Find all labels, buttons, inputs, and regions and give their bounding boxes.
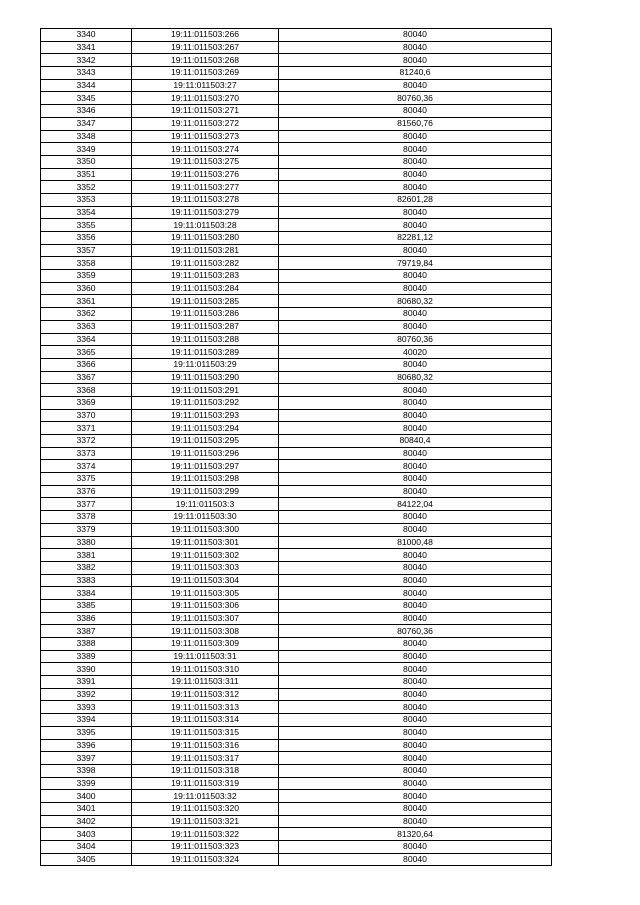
cadastral-number-cell: 19:11:011503:277 [132, 181, 279, 194]
value-cell: 80040 [279, 219, 552, 232]
value-cell: 81560,76 [279, 117, 552, 130]
table-row [41, 130, 552, 143]
value-cell: 40020 [279, 346, 552, 359]
row-number-cell: 3370 [41, 409, 132, 422]
table-body [41, 29, 552, 866]
row-number-cell: 3400 [41, 790, 132, 803]
cadastral-number-cell: 19:11:011503:320 [132, 802, 279, 815]
cadastral-number-cell: 19:11:011503:324 [132, 853, 279, 866]
row-number-cell: 3357 [41, 244, 132, 257]
row-number-cell: 3395 [41, 726, 132, 739]
table-row [41, 396, 552, 409]
value-cell: 80040 [279, 105, 552, 118]
table-row [41, 777, 552, 790]
table-row [41, 358, 552, 371]
row-number-cell: 3403 [41, 828, 132, 841]
value-cell: 80040 [279, 802, 552, 815]
cadastral-number-cell: 19:11:011503:267 [132, 41, 279, 54]
value-cell: 80040 [279, 739, 552, 752]
cadastral-number-cell: 19:11:011503:30 [132, 511, 279, 524]
table-row [41, 841, 552, 854]
value-cell: 80040 [279, 676, 552, 689]
table-row [41, 561, 552, 574]
cadastral-number-cell: 19:11:011503:27 [132, 79, 279, 92]
table-row [41, 333, 552, 346]
value-cell: 81320,64 [279, 828, 552, 841]
value-cell: 80040 [279, 155, 552, 168]
row-number-cell: 3402 [41, 815, 132, 828]
row-number-cell: 3373 [41, 447, 132, 460]
table-row [41, 498, 552, 511]
value-cell: 80040 [279, 511, 552, 524]
value-cell: 80040 [279, 168, 552, 181]
cadastral-number-cell: 19:11:011503:268 [132, 54, 279, 67]
cadastral-number-cell: 19:11:011503:32 [132, 790, 279, 803]
table-row [41, 41, 552, 54]
row-number-cell: 3347 [41, 117, 132, 130]
table-row [41, 676, 552, 689]
table-row [41, 828, 552, 841]
row-number-cell: 3350 [41, 155, 132, 168]
row-number-cell: 3401 [41, 802, 132, 815]
cadastral-number-cell: 19:11:011503:314 [132, 714, 279, 727]
table-row [41, 232, 552, 245]
cadastral-number-cell: 19:11:011503:287 [132, 320, 279, 333]
cadastral-number-cell: 19:11:011503:3 [132, 498, 279, 511]
cadastral-number-cell: 19:11:011503:323 [132, 841, 279, 854]
table-row [41, 739, 552, 752]
table-row [41, 193, 552, 206]
table-row [41, 244, 552, 257]
row-number-cell: 3348 [41, 130, 132, 143]
table-row [41, 409, 552, 422]
cadastral-number-cell: 19:11:011503:296 [132, 447, 279, 460]
cadastral-number-cell: 19:11:011503:279 [132, 206, 279, 219]
value-cell: 80040 [279, 663, 552, 676]
cadastral-number-cell: 19:11:011503:28 [132, 219, 279, 232]
row-number-cell: 3349 [41, 143, 132, 156]
row-number-cell: 3394 [41, 714, 132, 727]
row-number-cell: 3346 [41, 105, 132, 118]
row-number-cell: 3405 [41, 853, 132, 866]
table-row [41, 168, 552, 181]
value-cell: 80040 [279, 574, 552, 587]
value-cell: 80040 [279, 181, 552, 194]
table-row [41, 79, 552, 92]
cadastral-number-cell: 19:11:011503:292 [132, 396, 279, 409]
value-cell: 80040 [279, 143, 552, 156]
table-row [41, 549, 552, 562]
cadastral-number-cell: 19:11:011503:286 [132, 308, 279, 321]
value-cell: 80040 [279, 701, 552, 714]
row-number-cell: 3359 [41, 270, 132, 283]
value-cell: 80040 [279, 790, 552, 803]
value-cell: 80040 [279, 473, 552, 486]
table-row [41, 790, 552, 803]
cadastral-number-cell: 19:11:011503:290 [132, 371, 279, 384]
value-cell: 80040 [279, 688, 552, 701]
table-row [41, 650, 552, 663]
row-number-cell: 3392 [41, 688, 132, 701]
row-number-cell: 3399 [41, 777, 132, 790]
value-cell: 80040 [279, 244, 552, 257]
value-cell: 80040 [279, 841, 552, 854]
row-number-cell: 3371 [41, 422, 132, 435]
row-number-cell: 3391 [41, 676, 132, 689]
row-number-cell: 3389 [41, 650, 132, 663]
row-number-cell: 3364 [41, 333, 132, 346]
value-cell: 82281,12 [279, 232, 552, 245]
table-row [41, 587, 552, 600]
cadastral-number-cell: 19:11:011503:318 [132, 764, 279, 777]
table-row [41, 802, 552, 815]
table-row [41, 320, 552, 333]
cadastral-number-cell: 19:11:011503:295 [132, 435, 279, 448]
row-number-cell: 3343 [41, 67, 132, 80]
value-cell: 81000,48 [279, 536, 552, 549]
table-row [41, 384, 552, 397]
table-row [41, 29, 552, 42]
value-cell: 80040 [279, 206, 552, 219]
cadastral-number-cell: 19:11:011503:297 [132, 460, 279, 473]
cadastral-value-table [40, 28, 552, 866]
cadastral-number-cell: 19:11:011503:319 [132, 777, 279, 790]
cadastral-number-cell: 19:11:011503:311 [132, 676, 279, 689]
cadastral-number-cell: 19:11:011503:300 [132, 523, 279, 536]
table-row [41, 612, 552, 625]
value-cell: 80040 [279, 561, 552, 574]
row-number-cell: 3361 [41, 295, 132, 308]
value-cell: 80040 [279, 485, 552, 498]
table-row [41, 447, 552, 460]
value-cell: 80040 [279, 523, 552, 536]
table-row [41, 536, 552, 549]
table-row [41, 206, 552, 219]
cadastral-number-cell: 19:11:011503:310 [132, 663, 279, 676]
value-cell: 80760,36 [279, 333, 552, 346]
row-number-cell: 3382 [41, 561, 132, 574]
row-number-cell: 3362 [41, 308, 132, 321]
row-number-cell: 3404 [41, 841, 132, 854]
cadastral-number-cell: 19:11:011503:303 [132, 561, 279, 574]
cadastral-number-cell: 19:11:011503:307 [132, 612, 279, 625]
value-cell: 79719,84 [279, 257, 552, 270]
row-number-cell: 3369 [41, 396, 132, 409]
cadastral-number-cell: 19:11:011503:312 [132, 688, 279, 701]
value-cell: 81240,6 [279, 67, 552, 80]
table-row [41, 574, 552, 587]
table-row [41, 523, 552, 536]
cadastral-number-cell: 19:11:011503:284 [132, 282, 279, 295]
value-cell: 80040 [279, 308, 552, 321]
row-number-cell: 3363 [41, 320, 132, 333]
cadastral-number-cell: 19:11:011503:285 [132, 295, 279, 308]
table-row [41, 308, 552, 321]
cadastral-number-cell: 19:11:011503:306 [132, 599, 279, 612]
table-row [41, 688, 552, 701]
table-row [41, 764, 552, 777]
value-cell: 80040 [279, 752, 552, 765]
value-cell: 80040 [279, 130, 552, 143]
cadastral-number-cell: 19:11:011503:294 [132, 422, 279, 435]
row-number-cell: 3383 [41, 574, 132, 587]
table-row [41, 599, 552, 612]
table-row [41, 92, 552, 105]
row-number-cell: 3387 [41, 625, 132, 638]
row-number-cell: 3358 [41, 257, 132, 270]
value-cell: 80040 [279, 587, 552, 600]
row-number-cell: 3379 [41, 523, 132, 536]
value-cell: 80040 [279, 638, 552, 651]
row-number-cell: 3367 [41, 371, 132, 384]
value-cell: 80040 [279, 41, 552, 54]
table-row [41, 625, 552, 638]
cadastral-number-cell: 19:11:011503:299 [132, 485, 279, 498]
table-row [41, 815, 552, 828]
table-row [41, 663, 552, 676]
row-number-cell: 3365 [41, 346, 132, 359]
cadastral-number-cell: 19:11:011503:309 [132, 638, 279, 651]
value-cell: 80040 [279, 853, 552, 866]
value-cell: 80040 [279, 612, 552, 625]
cadastral-number-cell: 19:11:011503:298 [132, 473, 279, 486]
value-cell: 80760,36 [279, 625, 552, 638]
cadastral-number-cell: 19:11:011503:302 [132, 549, 279, 562]
row-number-cell: 3384 [41, 587, 132, 600]
value-cell: 80680,32 [279, 371, 552, 384]
row-number-cell: 3360 [41, 282, 132, 295]
value-cell: 80040 [279, 54, 552, 67]
row-number-cell: 3378 [41, 511, 132, 524]
cadastral-number-cell: 19:11:011503:276 [132, 168, 279, 181]
cadastral-number-cell: 19:11:011503:281 [132, 244, 279, 257]
row-number-cell: 3352 [41, 181, 132, 194]
table-row [41, 181, 552, 194]
table-row [41, 638, 552, 651]
row-number-cell: 3374 [41, 460, 132, 473]
cadastral-number-cell: 19:11:011503:304 [132, 574, 279, 587]
table-row [41, 435, 552, 448]
cadastral-number-cell: 19:11:011503:313 [132, 701, 279, 714]
row-number-cell: 3390 [41, 663, 132, 676]
row-number-cell: 3397 [41, 752, 132, 765]
table-row [41, 371, 552, 384]
value-cell: 84122,04 [279, 498, 552, 511]
row-number-cell: 3375 [41, 473, 132, 486]
value-cell: 80040 [279, 549, 552, 562]
value-cell: 80040 [279, 714, 552, 727]
value-cell: 80040 [279, 384, 552, 397]
table-row [41, 701, 552, 714]
cadastral-number-cell: 19:11:011503:273 [132, 130, 279, 143]
cadastral-number-cell: 19:11:011503:269 [132, 67, 279, 80]
cadastral-number-cell: 19:11:011503:293 [132, 409, 279, 422]
table-row [41, 105, 552, 118]
cadastral-number-cell: 19:11:011503:275 [132, 155, 279, 168]
value-cell: 80040 [279, 447, 552, 460]
value-cell: 80040 [279, 396, 552, 409]
value-cell: 80040 [279, 270, 552, 283]
cadastral-number-cell: 19:11:011503:29 [132, 358, 279, 371]
table-row [41, 282, 552, 295]
row-number-cell: 3386 [41, 612, 132, 625]
cadastral-number-cell: 19:11:011503:321 [132, 815, 279, 828]
table-row [41, 460, 552, 473]
cadastral-number-cell: 19:11:011503:305 [132, 587, 279, 600]
table-row [41, 422, 552, 435]
row-number-cell: 3377 [41, 498, 132, 511]
value-cell: 80040 [279, 29, 552, 42]
value-cell: 80040 [279, 422, 552, 435]
row-number-cell: 3398 [41, 764, 132, 777]
row-number-cell: 3393 [41, 701, 132, 714]
cadastral-number-cell: 19:11:011503:271 [132, 105, 279, 118]
value-cell: 80040 [279, 726, 552, 739]
value-cell: 80840,4 [279, 435, 552, 448]
table-row [41, 143, 552, 156]
value-cell: 80040 [279, 282, 552, 295]
row-number-cell: 3342 [41, 54, 132, 67]
row-number-cell: 3388 [41, 638, 132, 651]
table-row [41, 219, 552, 232]
cadastral-number-cell: 19:11:011503:301 [132, 536, 279, 549]
cadastral-number-cell: 19:11:011503:317 [132, 752, 279, 765]
table-row [41, 473, 552, 486]
cadastral-number-cell: 19:11:011503:270 [132, 92, 279, 105]
cadastral-number-cell: 19:11:011503:274 [132, 143, 279, 156]
value-cell: 80040 [279, 599, 552, 612]
cadastral-number-cell: 19:11:011503:266 [132, 29, 279, 42]
value-cell: 80680,32 [279, 295, 552, 308]
table-row [41, 714, 552, 727]
table-row [41, 511, 552, 524]
cadastral-number-cell: 19:11:011503:288 [132, 333, 279, 346]
row-number-cell: 3354 [41, 206, 132, 219]
table-row [41, 853, 552, 866]
row-number-cell: 3345 [41, 92, 132, 105]
cadastral-number-cell: 19:11:011503:291 [132, 384, 279, 397]
row-number-cell: 3353 [41, 193, 132, 206]
row-number-cell: 3396 [41, 739, 132, 752]
table-row [41, 726, 552, 739]
cadastral-number-cell: 19:11:011503:289 [132, 346, 279, 359]
row-number-cell: 3340 [41, 29, 132, 42]
cadastral-number-cell: 19:11:011503:31 [132, 650, 279, 663]
value-cell: 82601,28 [279, 193, 552, 206]
row-number-cell: 3344 [41, 79, 132, 92]
row-number-cell: 3368 [41, 384, 132, 397]
table-row [41, 295, 552, 308]
row-number-cell: 3385 [41, 599, 132, 612]
value-cell: 80760,36 [279, 92, 552, 105]
cadastral-number-cell: 19:11:011503:316 [132, 739, 279, 752]
row-number-cell: 3380 [41, 536, 132, 549]
value-cell: 80040 [279, 79, 552, 92]
table-row [41, 257, 552, 270]
row-number-cell: 3366 [41, 358, 132, 371]
table-row [41, 67, 552, 80]
cadastral-number-cell: 19:11:011503:308 [132, 625, 279, 638]
cadastral-number-cell: 19:11:011503:272 [132, 117, 279, 130]
cadastral-number-cell: 19:11:011503:315 [132, 726, 279, 739]
table-row [41, 155, 552, 168]
value-cell: 80040 [279, 777, 552, 790]
row-number-cell: 3356 [41, 232, 132, 245]
cadastral-number-cell: 19:11:011503:278 [132, 193, 279, 206]
row-number-cell: 3381 [41, 549, 132, 562]
value-cell: 80040 [279, 409, 552, 422]
value-cell: 80040 [279, 460, 552, 473]
table-row [41, 117, 552, 130]
table-row [41, 54, 552, 67]
table-row [41, 752, 552, 765]
table-row [41, 346, 552, 359]
value-cell: 80040 [279, 358, 552, 371]
row-number-cell: 3372 [41, 435, 132, 448]
value-cell: 80040 [279, 815, 552, 828]
row-number-cell: 3351 [41, 168, 132, 181]
table-row [41, 485, 552, 498]
table-row [41, 270, 552, 283]
cadastral-number-cell: 19:11:011503:280 [132, 232, 279, 245]
row-number-cell: 3341 [41, 41, 132, 54]
cadastral-number-cell: 19:11:011503:282 [132, 257, 279, 270]
row-number-cell: 3355 [41, 219, 132, 232]
row-number-cell: 3376 [41, 485, 132, 498]
cadastral-number-cell: 19:11:011503:322 [132, 828, 279, 841]
cadastral-number-cell: 19:11:011503:283 [132, 270, 279, 283]
value-cell: 80040 [279, 320, 552, 333]
value-cell: 80040 [279, 764, 552, 777]
value-cell: 80040 [279, 650, 552, 663]
